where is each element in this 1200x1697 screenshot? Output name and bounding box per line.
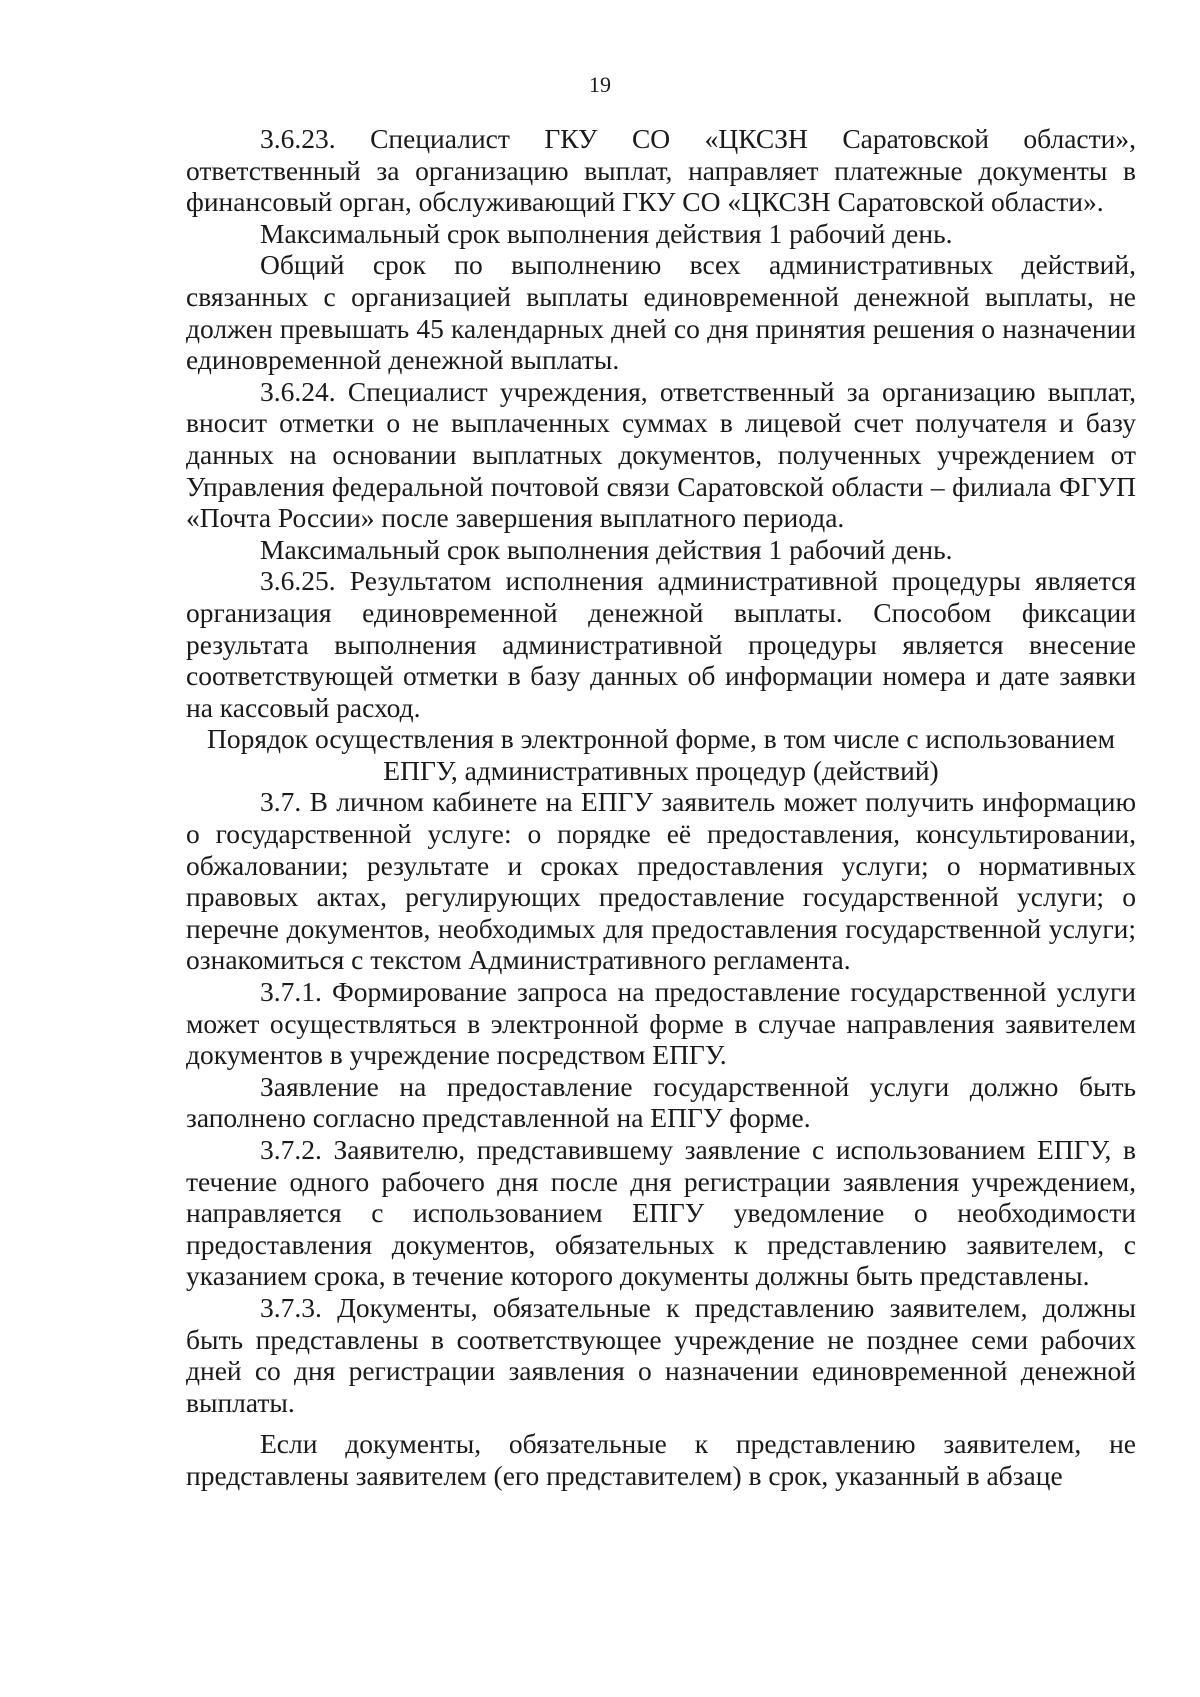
paragraph-max-term-2: Максимальный срок выполнения действия 1 рабочий день. <box>260 533 953 565</box>
paragraph-max-term-1: Максимальный срок выполнения действия 1 рабочий день. <box>260 217 953 249</box>
document-body <box>186 123 1136 1492</box>
section-heading: Порядок осуществления в электронной форме, в том числе с использованием ЕПГУ, административных процедур (действий) <box>206 723 1116 786</box>
page-number: 19 <box>589 72 611 97</box>
paragraph-3-6-24: 3.6.24. Специалист учреждения, ответственный за организацию выплат, вносит отметки о не выплаченных суммах в лицевой счет получателя и базу данных на основании выплатных документов, полученных учреждением от Управления федеральной почтовой связи Саратовской области – филиала ФГУП «Почта России» после завершения выплатного периода. <box>186 375 1136 534</box>
paragraph-application-form: Заявление на предоставление государственной услуги должно быть заполнено согласно представленной на ЕПГУ форме. <box>186 1070 1136 1134</box>
paragraph-if-documents: Если документы, обязательные к представлению заявителем, не представлены заявителем (его представителем) в срок, указанный в абзаце <box>186 1428 1136 1491</box>
paragraph-3-7-3: 3.7.3. Документы, обязательные к представлению заявителем, должны быть представлены в соответствующее учреждение не позднее семи рабочих дней со дня регистрации заявления о назначении единовременной денежной выплаты. <box>186 1291 1136 1418</box>
paragraph-3-7-1: 3.7.1. Формирование запроса на предоставление государственной услуги может осуществляться в электронной форме в случае направления заявителем документов в учреждение посредством ЕПГУ. <box>186 976 1136 1071</box>
paragraph-3-6-25: 3.6.25. Результатом исполнения административной процедуры является организация единовременной денежной выплаты. Способом фиксации результата выполнения административной процедуры является внесение соответствующей отметки в базу данных об информации номера и дате заявки на кассовый расход. <box>186 565 1136 723</box>
paragraph-3-6-23: 3.6.23. Специалист ГКУ СО «ЦКСЗН Саратовской области», ответственный за организацию выплат, направляет платежные документы в финансовый орган, обслуживающий ГКУ СО «ЦКСЗН Саратовской области». <box>186 123 1136 218</box>
paragraph-total-term: Общий срок по выполнению всех административных действий, связанных с организацией выплаты единовременной денежной выплаты, не должен превышать 45 календарных дней со дня принятия решения о назначении единовременной денежной выплаты. <box>186 249 1136 376</box>
paragraph-3-7: 3.7. В личном кабинете на ЕПГУ заявитель может получить информацию о государственной услуге: о порядке её предоставления, консультировании, обжаловании; результате и сроках предоставления услуги; о нормативных правовых актах, регулирующих предоставление государственной услуги; о перечне документов, необходимых для предоставления государственной услуги; ознакомиться с текстом Административного регламента. <box>186 786 1136 976</box>
paragraph-3-7-2: 3.7.2. Заявителю, представившему заявление с использованием ЕПГУ, в течение одного рабочего дня после дня регистрации заявления учреждением, направляется с использованием ЕПГУ уведомление о необходимости предоставления документов, обязательных к представлению заявителем, с указанием срока, в течение которого документы должны быть представлены. <box>186 1134 1136 1292</box>
